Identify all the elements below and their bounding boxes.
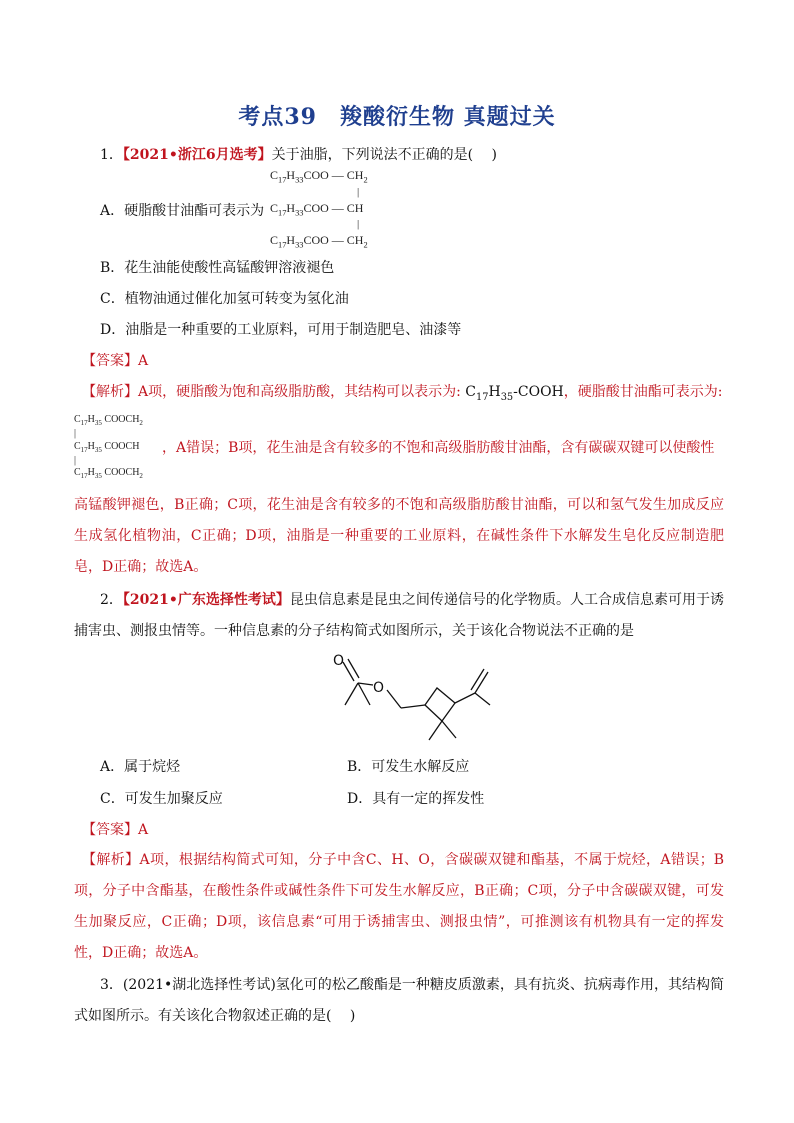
q1-formula-row3: $C_{17}H_{33}COO$ — $CH_2$ [270,233,368,250]
q2-molecule-structure [325,650,505,750]
q1-small-formula-bond1: | [74,428,77,439]
q2-option-c: C．可发生加聚反应 [100,791,223,807]
q1-option-b: B．花生油能使酸性高锰酸钾溶液褪色 [100,260,335,276]
q2-source: 【2021•广东选择性考试】 [122,592,290,608]
q1-answer: 【答案】A [82,353,149,369]
q2-option-d: D．具有一定的挥发性 [347,791,485,807]
q1-small-formula-row2: $C_{17}H_{35}$ COOCH [74,441,140,454]
q1-analysis-line1: 【解析】A项，硬脂酸为饱和高级脂肪酸，其结构可以表示为: $C_{17}H_{35}$-COOH，硬脂酸甘油酯可表示为: [82,384,723,403]
q1-small-formula-row3: $C_{17}H_{35}$ $COOCH_2$ [74,467,143,480]
q1-option-c: C．植物油通过催化加氢可转变为氢化油 [100,291,349,307]
q1-formula-bond2: | [357,218,360,230]
svg-text:O: O [333,653,345,669]
q2-option-b: B．可发生水解反应 [347,759,470,775]
q1-source: 【2021•浙江6月选考】 [122,147,272,163]
q2-analysis: 【解析】A项，根据结构简式可知，分子中含C、H、O，含碳碳双键和酯基，不属于烷烃，A错误；B项，分子中含酯基，在酸性条件或碱性条件下可发生水解反应，B正确；C项，分子中含碳碳双键，可发生加聚反应，C正确；D项，该信息素“可用于诱捕害虫、测报虫情”，可推测该有机物具有一定的挥发性，D正确；故选A。 [74,852,724,961]
q1-analysis-line3: 高锰酸钾褪色，B正确；C项，花生油是含有较多的不饱和高级脂肪酸甘油酯，可以和氢气发生加成反应生成氢化植物油，C正确；D项，油脂是一种重要的工业原料，在碱性条件下水解发生皂化反应制造肥皂，D正确；故选A。 [74,497,724,575]
q2-option-a: A．属于烷烃 [100,759,181,775]
q1-analysis-line2: ，A错误；B项，花生油是含有较多的不饱和高级脂肪酸甘油酯，含有碳碳双键可以使酸性 [162,440,715,456]
page-title: 考点39 羧酸衍生物 真题过关 [238,104,556,130]
q1-small-formula-row1: $C_{17}H_{35}$ $COOCH_2$ [74,414,143,427]
q1-formula-bond1: | [357,186,360,198]
q1-option-d: D．油脂是一种重要的工业原料，可用于制造肥皂、油漆等 [100,322,462,338]
q1-formula-row2: $C_{17}H_{33}COO$ — CH [270,201,364,218]
q1-stem: 1．【2021•浙江6月选考】关于油脂，下列说法不正确的是( ) [100,147,497,163]
q1-formula-row1: $C_{17}H_{33}COO$ — $CH_2$ [270,168,368,185]
svg-text:O: O [373,680,385,696]
q1-small-formula-bond2: | [74,455,77,466]
q2-answer: 【答案】A [82,822,149,838]
q3-stem: 3．(2021•湖北选择性考试)氢化可的松乙酸酯是一种糖皮质激素，具有抗炎、抗病毒作用，其结构简式如图所示。有关该化合物叙述正确的是( ) [74,977,724,1024]
q1-option-a: A．硬脂酸甘油酯可表示为 [100,203,265,219]
q2-stem: 2．【2021•广东选择性考试】昆虫信息素是昆虫之间传递信号的化学物质。人工合成信息素可用于诱捕害虫、测报虫情等。一种信息素的分子结构简式如图所示，关于该化合物说法不正确的是 [74,592,724,639]
